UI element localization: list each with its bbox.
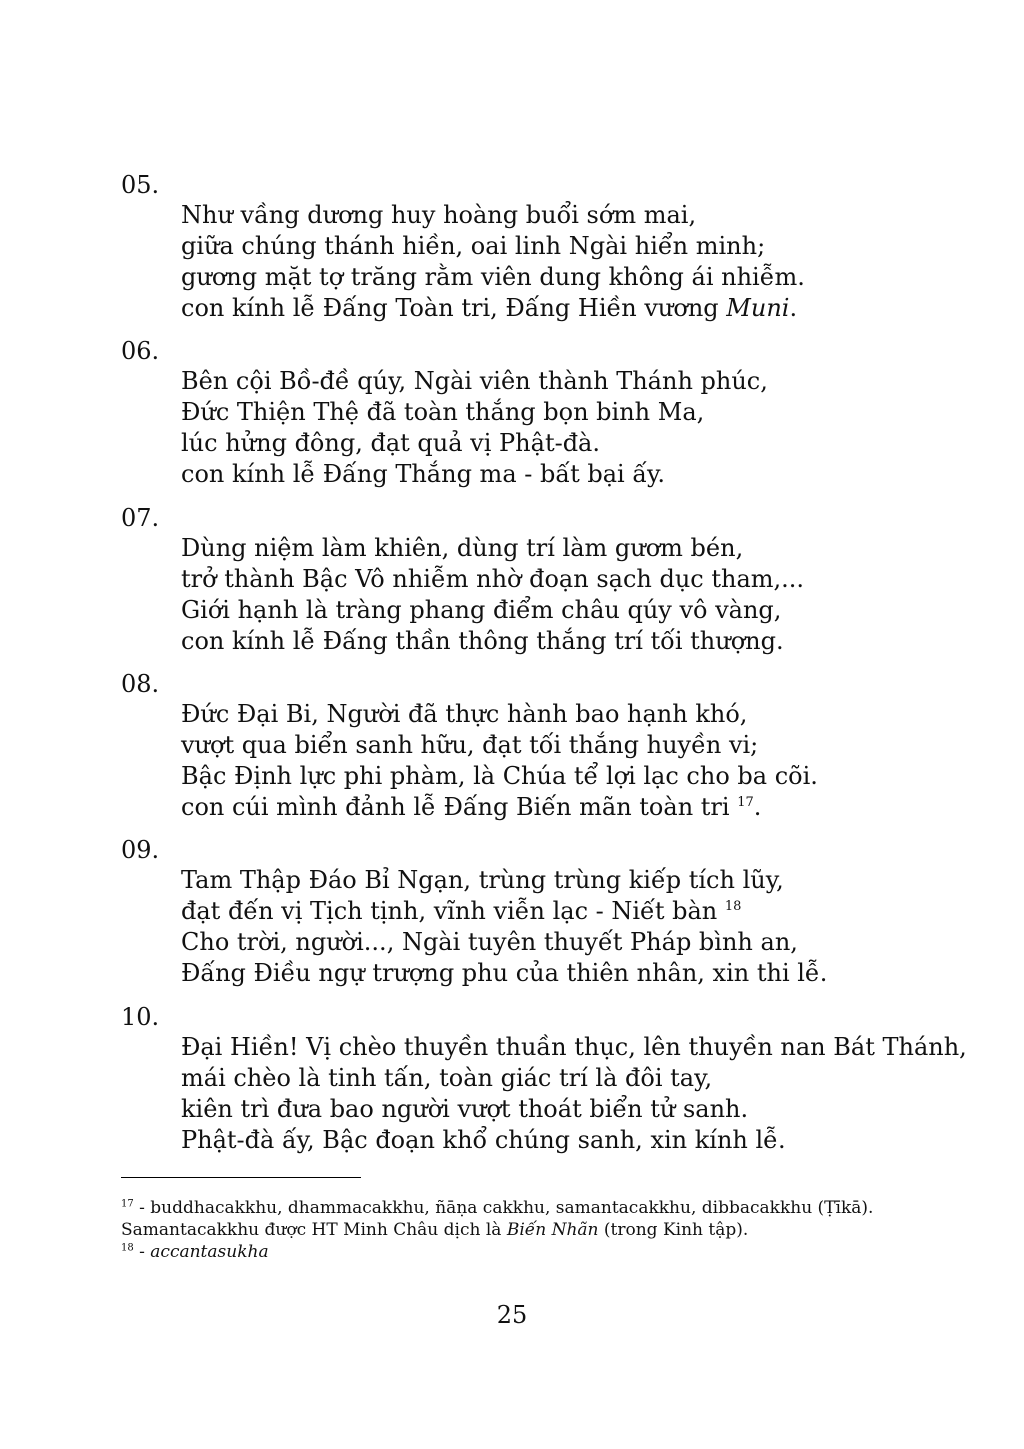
- footnote-17-continued: [121, 1219, 941, 1241]
- verse-line: giữa chúng thánh hiền, oai linh Ngài hiển minh;: [181, 232, 766, 260]
- stanza-09: [121, 835, 941, 989]
- stanza-05: [121, 170, 941, 324]
- verse-line: Đức Thiện Thệ đã toàn thắng bọn binh Ma,: [181, 398, 705, 426]
- stanza-number: 08.: [121, 670, 160, 698]
- stanza-number: 09.: [121, 836, 160, 864]
- stanza-10: [121, 1002, 967, 1156]
- verse-line: [181, 293, 941, 324]
- verse-line: Bên cội Bồ-đề qúy, Ngài viên thành Thánh phúc,: [181, 367, 768, 395]
- stanza-number: 05.: [121, 171, 160, 199]
- verse-line: vượt qua biển sanh hữu, đạt tối thắng huyền vi;: [181, 731, 759, 759]
- stanza-06: [121, 336, 941, 490]
- italic-term: Biến Nhãn: [506, 1220, 599, 1240]
- verse-line: Bậc Định lực phi phàm, là Chúa tể lợi lạc cho ba cõi.: [181, 762, 818, 790]
- verse-line: con kính lễ Đấng Thắng ma - bất bại ấy.: [181, 460, 666, 488]
- footnote-ref-18[interactable]: 18: [724, 899, 742, 914]
- verse-line: lúc hửng đông, đạt quả vị Phật-đà.: [181, 429, 600, 457]
- verse-line: Cho trời, người..., Ngài tuyên thuyết Pháp bình an,: [181, 928, 798, 956]
- verse-line: gương mặt tợ trăng rằm viên dung không ái nhiễm.: [181, 263, 805, 291]
- verse-text: con kính lễ Đấng Toàn tri, Đấng Hiền vương: [181, 294, 727, 322]
- verse-line: Như vầng dương huy hoàng buổi sớm mai,: [181, 201, 697, 229]
- stanza-08: [121, 669, 941, 823]
- stanza-number: 07.: [121, 504, 160, 532]
- verse-line: [181, 896, 941, 927]
- footnote-text: (trong Kinh tập).: [598, 1220, 749, 1240]
- verse-text: đạt đến vị Tịch tịnh, vĩnh viễn lạc - Niết bàn: [181, 897, 725, 925]
- italic-term: accantasukha: [150, 1242, 269, 1262]
- verse-line: Dùng niệm làm khiên, dùng trí làm gươm bén,: [181, 534, 744, 562]
- verse-line: Đại Hiền! Vị chèo thuyền thuần thục, lên thuyền nan Bát Thánh,: [181, 1033, 967, 1061]
- verse-line: Tam Thập Đáo Bỉ Ngạn, trùng trùng kiếp tích lũy,: [181, 866, 784, 894]
- verse-line: kiên trì đưa bao người vượt thoát biển tử sanh.: [181, 1095, 749, 1123]
- footnote-text: - buddhacakkhu, dhammacakkhu, ñāṇa cakkhu, samantacakkhu, dibbacakkhu (Ṭīkā).: [133, 1198, 874, 1218]
- italic-term: Muni: [726, 294, 790, 322]
- page-number: 25: [496, 1301, 528, 1329]
- footnote-divider: [121, 1177, 361, 1178]
- stanza-number: 10.: [121, 1003, 160, 1031]
- footnote-17: [121, 1197, 941, 1219]
- verse-line: Giới hạnh là tràng phang điểm châu qúy vô vàng,: [181, 596, 782, 624]
- stanza-number: 06.: [121, 337, 160, 365]
- punctuation: .: [753, 793, 762, 821]
- verse-line: con kính lễ Đấng thần thông thắng trí tối thượng.: [181, 627, 784, 655]
- verse-line: [181, 792, 941, 823]
- footnote-text: -: [133, 1242, 151, 1262]
- verse-line: Phật-đà ấy, Bậc đoạn khổ chúng sanh, xin kính lễ.: [181, 1126, 786, 1154]
- stanza-07: [121, 503, 941, 657]
- footnote-marker: 18: [121, 1242, 134, 1254]
- punctuation: .: [789, 294, 798, 322]
- verse-line: Đấng Điều ngự trượng phu của thiên nhân, xin thi lễ.: [181, 959, 828, 987]
- footnote-marker: 17: [121, 1198, 134, 1210]
- footnote-18: [121, 1241, 941, 1263]
- footnote-text: Samantacakkhu được HT Minh Châu dịch là: [121, 1220, 507, 1240]
- verse-line: Đức Đại Bi, Người đã thực hành bao hạnh khó,: [181, 700, 748, 728]
- verse-text: con cúi mình đảnh lễ Đấng Biến mãn toàn tri: [181, 793, 738, 821]
- footnote-ref-17[interactable]: 17: [737, 795, 754, 810]
- footnotes: [121, 1197, 941, 1263]
- verse-line: mái chèo là tinh tấn, toàn giác trí là đôi tay,: [181, 1064, 713, 1092]
- verse-line: trở thành Bậc Vô nhiễm nhờ đoạn sạch dục tham,...: [181, 565, 805, 593]
